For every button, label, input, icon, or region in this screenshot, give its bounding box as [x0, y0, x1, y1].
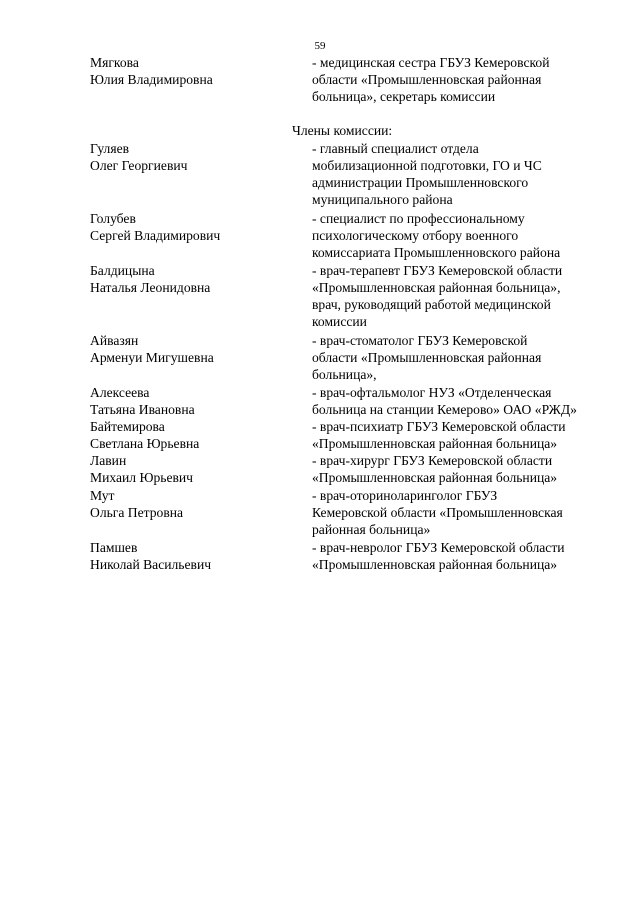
member-name	[90, 210, 300, 244]
member-desc-line: - врач-хирург ГБУЗ Кемеровской области	[312, 453, 553, 468]
member-desc-line: - врач-невролог ГБУЗ Кемеровской области	[312, 540, 565, 555]
member-desc-line: больница на станции Кемерово» ОАО «РЖД»	[312, 402, 577, 417]
member-desc-line: районная больница»	[312, 522, 431, 537]
member-desc-line: больница»,	[312, 367, 377, 382]
member-description	[312, 384, 604, 418]
member-surname: Мут	[90, 488, 115, 503]
member-surname: Лавин	[90, 453, 127, 468]
secretary-description	[312, 54, 604, 105]
member-name	[90, 418, 300, 452]
secretary-desc-line: больница», секретарь комиссии	[312, 89, 496, 104]
member-surname: Гуляев	[90, 141, 130, 156]
member-desc-line: - врач-психиатр ГБУЗ Кемеровской области	[312, 419, 566, 434]
member-description	[312, 210, 604, 261]
secretary-given-name: Юлия Владимировна	[90, 72, 213, 87]
member-desc-line: «Промышленновская районная больница»	[312, 557, 558, 572]
member-description	[312, 140, 604, 208]
member-desc-line: - врач-офтальмолог НУЗ «Отделенческая	[312, 385, 552, 400]
member-desc-line: - врач-оториноларинголог ГБУЗ	[312, 488, 498, 503]
member-description	[312, 332, 604, 383]
member-name	[90, 487, 300, 521]
member-given-name: Наталья Леонидовна	[90, 280, 211, 295]
secretary-desc-line: - медицинская сестра ГБУЗ Кемеровской	[312, 55, 550, 70]
member-desc-line: администрации Промышленновского	[312, 175, 529, 190]
member-given-name: Светлана Юрьевна	[90, 436, 200, 451]
member-given-name: Татьяна Ивановна	[90, 402, 195, 417]
secretary-desc-line: области «Промышленновская районная	[312, 72, 542, 87]
member-name	[90, 140, 300, 174]
page-number: 59	[314, 40, 326, 52]
member-given-name: Сергей Владимирович	[90, 228, 221, 243]
member-description	[312, 487, 604, 538]
member-desc-line: мобилизационной подготовки, ГО и ЧС	[312, 158, 542, 173]
member-given-name: Николай Васильевич	[90, 557, 212, 572]
member-desc-line: области «Промышленновская районная	[312, 350, 542, 365]
member-desc-line: «Промышленновская районная больница»	[312, 470, 558, 485]
member-desc-line: «Промышленновская районная больница»	[312, 436, 558, 451]
member-name	[90, 332, 300, 366]
member-desc-line: комиссии	[312, 314, 367, 329]
member-desc-line: - главный специалист отдела	[312, 141, 479, 156]
member-desc-line: - специалист по профессиональному	[312, 211, 525, 226]
member-desc-line: Кемеровской области «Промышленновская	[312, 505, 563, 520]
member-surname: Памшев	[90, 540, 138, 555]
member-desc-line: врач, руководящий работой медицинской	[312, 297, 551, 312]
member-description	[312, 418, 604, 452]
member-given-name: Олег Георгиевич	[90, 158, 188, 173]
member-description	[312, 539, 604, 573]
member-name	[90, 452, 300, 486]
member-desc-line: психологическому отбору военного	[312, 228, 519, 243]
secretary-surname: Мягкова	[90, 55, 139, 70]
members-title: Члены комиссии:	[292, 123, 393, 138]
member-surname: Алексеева	[90, 385, 150, 400]
member-desc-line: - врач-терапевт ГБУЗ Кемеровской области	[312, 263, 563, 278]
member-desc-line: «Промышленновская районная больница»,	[312, 280, 561, 295]
secretary-name	[90, 54, 300, 88]
member-surname: Балдицына	[90, 263, 155, 278]
member-name	[90, 539, 300, 573]
member-desc-line: муниципального района	[312, 192, 453, 207]
member-description	[312, 452, 604, 486]
member-desc-line: комиссариата Промышленновского района	[312, 245, 561, 260]
member-surname: Байтемирова	[90, 419, 165, 434]
member-surname: Голубев	[90, 211, 136, 226]
member-name	[90, 262, 300, 296]
member-given-name: Михаил Юрьевич	[90, 470, 194, 485]
member-surname: Айвазян	[90, 333, 139, 348]
member-name	[90, 384, 300, 418]
member-desc-line: - врач-стоматолог ГБУЗ Кемеровской	[312, 333, 528, 348]
member-given-name: Ольга Петровна	[90, 505, 184, 520]
member-given-name: Арменуи Мигушевна	[90, 350, 214, 365]
member-description	[312, 262, 604, 330]
